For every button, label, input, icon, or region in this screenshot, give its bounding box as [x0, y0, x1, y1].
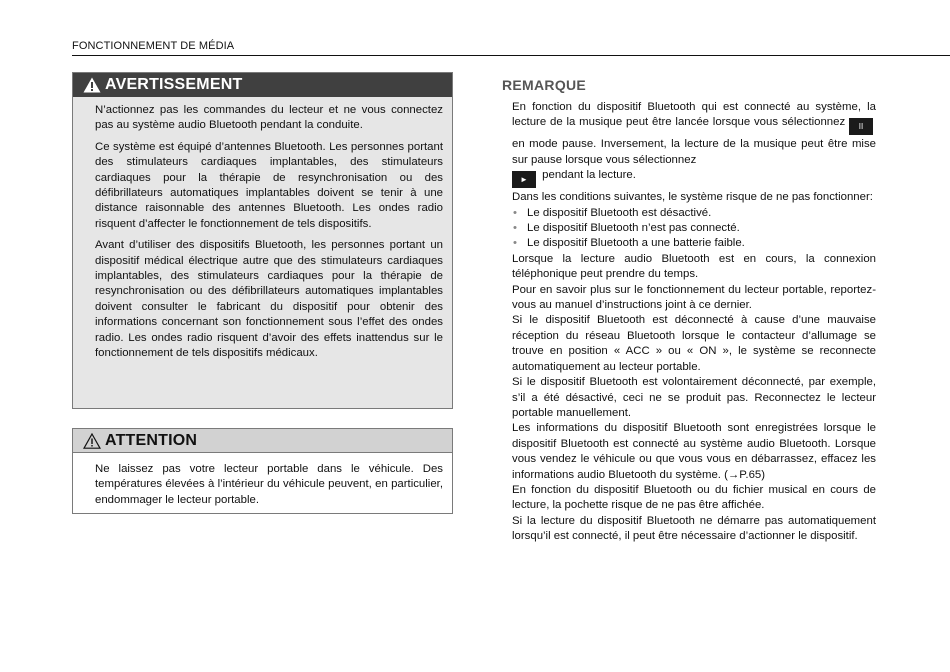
play-icon: ► [512, 171, 536, 188]
conditions-list [512, 206, 876, 252]
remarque-play-line [512, 168, 876, 190]
warning-header [73, 73, 452, 97]
warning-body [73, 97, 452, 362]
remarque-text: pendant la lecture. [542, 169, 636, 182]
list-item: • Le dispositif Bluetooth est désactivé. [512, 206, 876, 221]
warning-box [72, 72, 453, 409]
remarque-text: en mode pause. Inversement, la lecture de la musique peut être mise sur pause lorsque vous sélectionnez [512, 138, 876, 166]
pause-icon: II [849, 118, 873, 135]
warning-paragraph: N’actionnez pas les commandes du lecteur et ne vous connectez pas au système audio Bluetooth pendant la conduite. [95, 104, 443, 132]
warning-paragraph: Avant d’utiliser des dispositifs Bluetooth, les personnes portant un dispositif médical électrique autre que des stimulateurs cardiaques implantables, des stimulateurs cardiaques pour la thérapie de resynchronisation ou des défibrillateurs automatiques implantables doivent consulter le fabricant du dispositif pour obtenir des informations concernant son fonctionnement sous l’effet des ondes radio. Les ondes radio risquent d’avoir des effets inattendus sur le fonctionnement de tels dispositifs médicaux. [95, 239, 443, 360]
remarque-conditions: Dans les conditions suivantes, le système risque de ne pas fonctionner: [512, 191, 873, 204]
remarque-paragraph: En fonction du dispositif Bluetooth ou du fichier musical en cours de lecture, la pochette risque de ne pas être affichée. [512, 483, 876, 512]
caution-text: Ne laissez pas votre lecteur portable dans le véhicule. Des températures élevées à l’intérieur du véhicule peuvent, en particulier, endommager le lecteur portable. [95, 463, 443, 506]
remarque-paragraph: Si le dispositif Bluetooth est déconnecté à cause d’une mauvaise réception du réseau Bluetooth lorsque le contacteur d’allumage se trouve en position « ACC » ou « ON », le système se reconnecte automatiquement au lecteur portable. [512, 314, 876, 373]
list-item: • Le dispositif Bluetooth a une batterie faible. [512, 236, 876, 251]
remarque-paragraph: Si la lecture du dispositif Bluetooth ne démarre pas automatiquement lorsqu’il est connecté, il peut être nécessaire d’actionner le dispositif. [512, 514, 876, 543]
remarque-paragraph: Les informations du dispositif Bluetooth sont enregistrées lorsque le dispositif Bluetooth est connecté au système audio Bluetooth. Lorsque vous vendez le véhicule ou que vous vous en débarrassez, effacez les informations audio Bluetooth du système. (→P.65) [512, 422, 876, 481]
remarque-paragraph: Lorsque la lecture audio Bluetooth est en cours, la connexion téléphonique peut prendre du temps. [512, 252, 876, 281]
caution-triangle-icon [83, 433, 101, 449]
remarque-title: REMARQUE [502, 77, 587, 93]
remarque-intro [512, 100, 876, 168]
caution-title: ATTENTION [105, 431, 198, 449]
caution-header [73, 429, 452, 453]
remarque-text: En fonction du dispositif Bluetooth qui est connecté au système, la lecture de la musique peut être lancée lorsque vous sélectionnez [512, 101, 876, 129]
remarque-body [512, 100, 876, 545]
caution-box [72, 428, 453, 514]
list-item: • Le dispositif Bluetooth n’est pas connecté. [512, 221, 876, 236]
warning-triangle-icon [83, 77, 101, 93]
remarque-paragraph: Pour en savoir plus sur le fonctionnement du lecteur portable, reportez-vous au manuel d’instructions joint à ce dernier. [512, 283, 876, 312]
warning-title: AVERTISSEMENT [105, 76, 243, 93]
page-header: FONCTIONNEMENT DE MÉDIA [72, 40, 235, 52]
header-divider [72, 55, 950, 56]
caution-body [73, 453, 452, 508]
warning-paragraph: Ce système est équipé d’antennes Bluetooth. Les personnes portant des stimulateurs cardiaques implantables, des stimulateurs cardiaques pour la thérapie de resynchronisation ou des défibrillateurs automatiques implantables doivent se tenir à une distance raisonnable des antennes Bluetooth. Les ondes radio risquent d’affecter le fonctionnement de tels dispositifs. [95, 140, 443, 230]
remarque-paragraph: Si le dispositif Bluetooth est volontairement déconnecté, par exemple, s’il a été désactivé, ceci ne se produit pas. Reconnectez le lecteur portable manuellement. [512, 376, 876, 419]
